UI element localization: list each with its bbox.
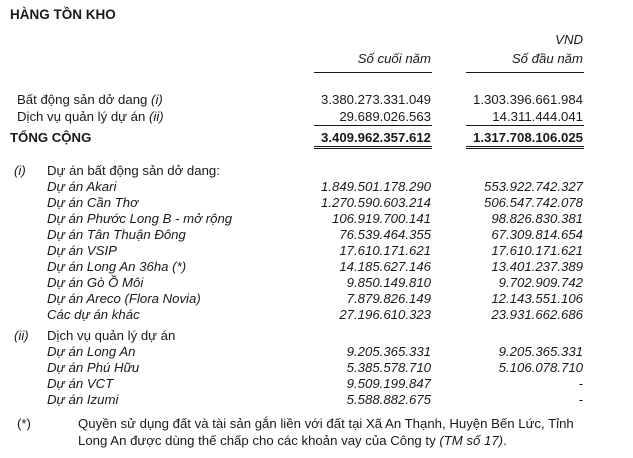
group2-item-end: 9.205.365.331	[346, 344, 431, 359]
total-begin: 1.317.708.106.025	[472, 130, 583, 145]
group1-item-end: 106.919.700.141	[331, 211, 431, 226]
subtotal-rule-end	[314, 125, 432, 126]
total-double-rule-begin-2	[466, 148, 584, 149]
total-label: TỔNG CỘNG	[10, 130, 92, 145]
header-beginning-of-year: Số đầu năm	[511, 51, 583, 66]
group1-item-end: 7.879.826.149	[346, 291, 431, 306]
group1-item-label: Dự án Long An 36ha (*)	[47, 259, 187, 274]
group1-ref: (i)	[14, 163, 26, 178]
footnote-mark: (*)	[17, 416, 31, 431]
footnote-line-2: Long An được dùng thế chấp cho các khoản vay của Công ty (TM số 17).	[78, 433, 507, 448]
group2-item-begin: 5.106.078.710	[498, 360, 583, 375]
group2-item-label: Dự án Izumi	[47, 392, 119, 407]
group1-title: Dự án bất động sản dở dang:	[47, 163, 220, 178]
group1-item-end: 17.610.171.621	[339, 243, 431, 258]
header-end-of-year: Số cuối năm	[357, 51, 431, 66]
group1-item-label: Dự án Tân Thuận Đông	[47, 227, 186, 242]
group2-title: Dịch vụ quản lý dự án	[47, 328, 176, 343]
group2-item-begin: -	[578, 392, 583, 407]
group1-item-label: Dự án Akari	[47, 179, 117, 194]
header-underline-end	[314, 72, 432, 73]
group1-item-begin: 12.143.551.106	[491, 291, 583, 306]
group2-item-end: 5.385.578.710	[346, 360, 431, 375]
group2-ref: (ii)	[14, 328, 29, 343]
group1-item-end: 1.849.501.178.290	[320, 179, 431, 194]
group1-item-begin: 9.702.909.742	[498, 275, 583, 290]
summary-row-end: 3.380.273.331.049	[320, 92, 431, 107]
summary-row-begin: 14.311.444.041	[492, 109, 583, 124]
group1-item-end: 27.196.610.323	[339, 307, 431, 322]
group1-item-begin: 13.401.237.389	[491, 259, 583, 274]
subtotal-rule-begin	[466, 125, 584, 126]
group1-item-begin: 67.309.814.654	[491, 227, 583, 242]
summary-row-begin: 1.303.396.661.984	[472, 92, 583, 107]
summary-row-label: Bất động sản dở dang (i)	[17, 92, 163, 107]
group1-item-begin: 98.826.830.381	[491, 211, 583, 226]
group1-item-label: Dự án Cần Thơ	[47, 195, 139, 210]
group1-item-begin: 553.922.742.327	[483, 179, 583, 194]
group1-item-end: 14.185.627.146	[339, 259, 431, 274]
group1-item-label: Dự án Phước Long B - mở rộng	[47, 211, 233, 226]
currency-label: VND	[555, 32, 583, 47]
section-title: HÀNG TỒN KHO	[10, 7, 116, 22]
total-double-rule-end-2	[314, 148, 432, 149]
group1-item-label: Dự án VSIP	[47, 243, 117, 258]
group1-item-begin: 506.547.742.078	[483, 195, 583, 210]
total-end: 3.409.962.357.612	[320, 130, 431, 145]
group2-item-begin: -	[578, 376, 583, 391]
total-double-rule-end	[314, 146, 432, 147]
group1-item-label: Các dự án khác	[47, 307, 140, 322]
group2-item-label: Dự án VCT	[47, 376, 114, 391]
group2-item-end: 9.509.199.847	[346, 376, 431, 391]
group2-item-end: 5.588.882.675	[346, 392, 431, 407]
group2-item-label: Dự án Phú Hữu	[47, 360, 140, 375]
group1-item-label: Dự án Gò Ồ Môi	[47, 275, 144, 290]
group1-item-label: Dự án Areco (Flora Novia)	[47, 291, 201, 306]
group2-item-label: Dự án Long An	[47, 344, 136, 359]
group1-item-begin: 17.610.171.621	[491, 243, 583, 258]
group1-item-begin: 23.931.662.686	[491, 307, 583, 322]
footnote-line-1: Quyền sử dụng đất và tài sản gắn liền với đất tại Xã An Thạnh, Huyện Bến Lức, Tỉnh	[78, 416, 574, 431]
summary-row-label: Dịch vụ quản lý dự án (ii)	[17, 109, 164, 124]
group1-item-end: 76.539.464.355	[339, 227, 431, 242]
header-underline-begin	[466, 72, 584, 73]
group2-item-begin: 9.205.365.331	[498, 344, 583, 359]
group1-item-end: 9.850.149.810	[346, 275, 431, 290]
group1-item-end: 1.270.590.603.214	[320, 195, 431, 210]
total-double-rule-begin	[466, 146, 584, 147]
summary-row-end: 29.689.026.563	[339, 109, 431, 124]
